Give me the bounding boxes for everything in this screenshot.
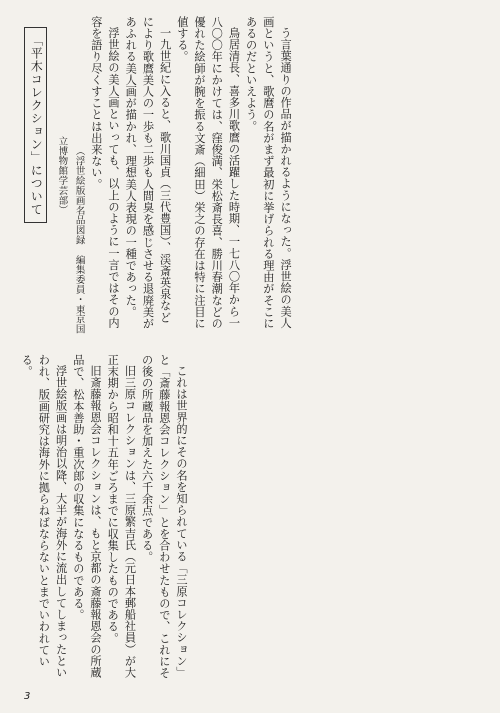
lower-paragraph-3: 旧斎藤報恩会コレクションは、もと京都の斎藤報恩会の所蔵品で、松本善助・重次郎の収集になるものである。: [71, 354, 103, 679]
upper-text-block: [18, 16, 480, 334]
upper-paragraph-3: 一九世紀に入ると、歌川国貞（三代豊国）、渓斎英泉などにより歌麿美人の一歩も二歩も人間臭を感じさせる退廃美があふれる美人画が描かれ、理想美人表現の一種であった。: [124, 16, 172, 330]
upper-paragraph-2: 鳥居清長、喜多川歌麿の活躍した時期、一七八〇年から一八〇〇年にかけては、窪俊満、栄松斎長喜、勝川春潮などの優れた絵師が腕を振る文斎（細田）栄之の存在は特に注目に値する。: [175, 16, 241, 330]
source-credit: （浮世絵版画名品図録 編集委員・東京国立博物館学芸部）: [56, 136, 85, 334]
section-heading: 「平木コレクション」について: [24, 27, 47, 223]
upper-paragraph-1: う言葉通りの作品が描かれるようになった。浮世絵の美人画というと、歌麿の名がまず最初に挙げられる理由がそこにあるのだといえよう。: [244, 16, 293, 330]
lower-paragraph-2: 旧三原コレクションは、三原繁吉氏（元日本郵船社員）が大正末期から昭和十五年ごろまでに収集したものである。: [106, 354, 137, 679]
lower-paragraph-4: 浮世絵版画は明治以降、大半が海外に流出してしまったといわれ、版画研究は海外に拠らねばならないとまでいわれている。: [20, 354, 68, 679]
page-number: 3: [24, 691, 31, 702]
upper-paragraph-4: 浮世絵の美人画といっても、以上のように一言ではその内容を語り尽くすことは出来ない。: [89, 16, 121, 329]
lower-vertical-text: [18, 354, 190, 684]
upper-vertical-text: [18, 16, 294, 334]
lower-text-block: [18, 354, 480, 684]
lower-paragraph-1: これは世界的にその名を知られている「三原コレクション」と「斎藤報恩会コレクション」とを合わせたもので、これにその後の所蔵品を加えた六千余点である。: [140, 354, 189, 679]
